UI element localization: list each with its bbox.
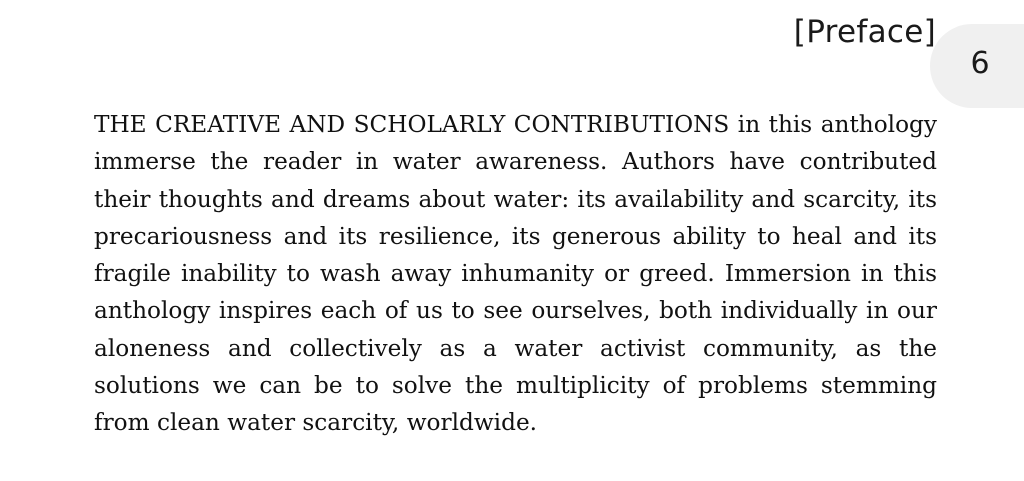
paragraph-line: ability to heal and its fragile inability to wash away inhumanity or [94, 222, 938, 288]
section-header: [Preface] [793, 14, 936, 50]
paragraph-line: and scarcity, its precariousness and its resilience, its generous [94, 185, 937, 250]
paragraph-line: worldwide. [406, 409, 538, 437]
paragraph-line: water activist community, as the solutions we can be to solve the [94, 334, 937, 400]
paragraph-line: multiplicity of problems stemming from clean water scarcity, [94, 372, 937, 437]
paragraph-line: ourselves, both individually in our aloneness and collectively as a [94, 297, 937, 362]
page-number: 6 [970, 46, 990, 81]
paragraph-line: anthology immerse the reader in water awareness. Authors have [94, 111, 937, 176]
preface-paragraph [94, 106, 937, 442]
paragraph-line: THE CREATIVE AND SCHOLARLY CONTRIBUTIONS in this [94, 111, 813, 138]
paragraph-line: greed. Immersion in this anthology inspires each of us to see [94, 260, 938, 325]
paragraph-line: contributed their thoughts and dreams about water: its availability [94, 148, 937, 213]
